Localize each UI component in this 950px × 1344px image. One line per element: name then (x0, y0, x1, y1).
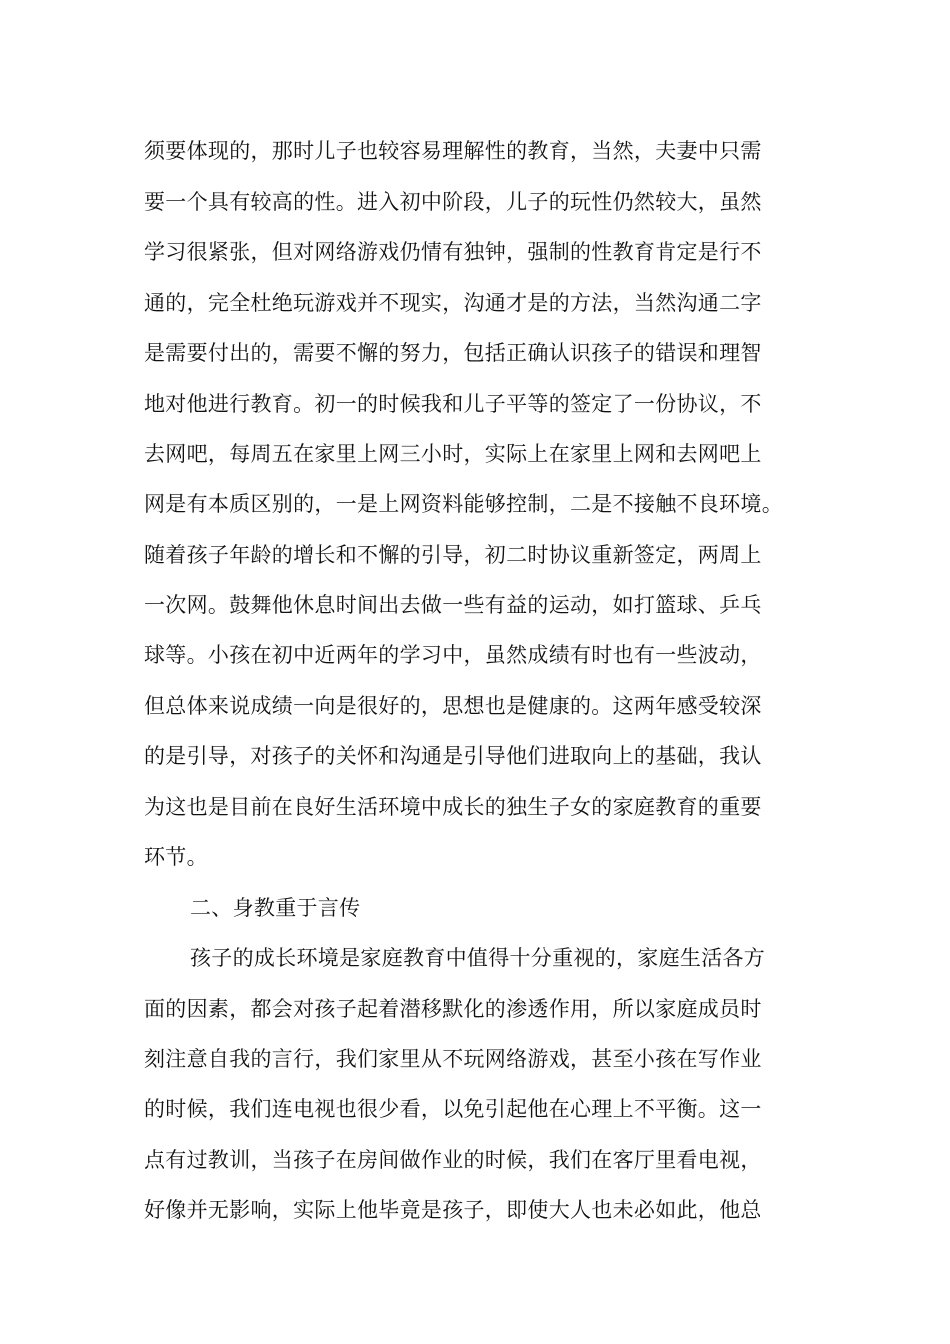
text-line: 环节。 (144, 845, 208, 869)
text-line: 为这也是目前在良好生活环境中成长的独生子女的家庭教育的重要 (144, 795, 762, 819)
text-line: 通的，完全杜绝玩游戏并不现实，沟通才是的方法，当然沟通二字 (144, 291, 762, 315)
text-line: 的时候，我们连电视也很少看，以免引起他在心理上不平衡。这一 (144, 1097, 762, 1121)
text-line: 要一个具有较高的性。进入初中阶段，儿子的玩性仍然较大，虽然 (144, 190, 762, 214)
text-line: 一次网。鼓舞他休息时间出去做一些有益的运动，如打篮球、乒乓 (144, 593, 762, 617)
text-line: 须要体现的，那时儿子也较容易理解性的教育，当然，夫妻中只需 (144, 139, 762, 163)
text-line: 网是有本质区别的，一是上网资料能够控制，二是不接触不良环境。 (144, 492, 783, 516)
text-line: 的是引导，对孩子的关怀和沟通是引导他们进取向上的基础，我认 (144, 744, 762, 768)
section-heading: 二、身教重于言传 (190, 896, 361, 920)
text-line: 地对他进行教育。初一的时候我和儿子平等的签定了一份协议，不 (144, 392, 762, 416)
text-line: 是需要付出的，需要不懈的努力，包括正确认识孩子的错误和理智 (144, 341, 762, 365)
paragraph-first-line: 孩子的成长环境是家庭教育中值得十分重视的，家庭生活各方 (190, 946, 766, 970)
text-line: 学习很紧张，但对网络游戏仍情有独钟，强制的性教育肯定是行不 (144, 240, 762, 264)
text-line: 球等。小孩在初中近两年的学习中，虽然成绩有时也有一些波动， (144, 643, 762, 667)
text-line: 好像并无影响，实际上他毕竟是孩子，即使大人也未必如此，他总 (144, 1198, 762, 1222)
text-line: 去网吧，每周五在家里上网三小时，实际上在家里上网和去网吧上 (144, 442, 762, 466)
text-line: 点有过教训，当孩子在房间做作业的时候，我们在客厅里看电视， (144, 1148, 762, 1172)
text-line: 随着孩子年龄的增长和不懈的引导，初二时协议重新签定，两周上 (144, 543, 762, 567)
text-line: 面的因素，都会对孩子起着潜移默化的渗透作用，所以家庭成员时 (144, 997, 762, 1021)
text-line: 但总体来说成绩一向是很好的，思想也是健康的。这两年感受较深 (144, 694, 762, 718)
text-line: 刻注意自我的言行，我们家里从不玩网络游戏，甚至小孩在写作业 (144, 1047, 762, 1071)
